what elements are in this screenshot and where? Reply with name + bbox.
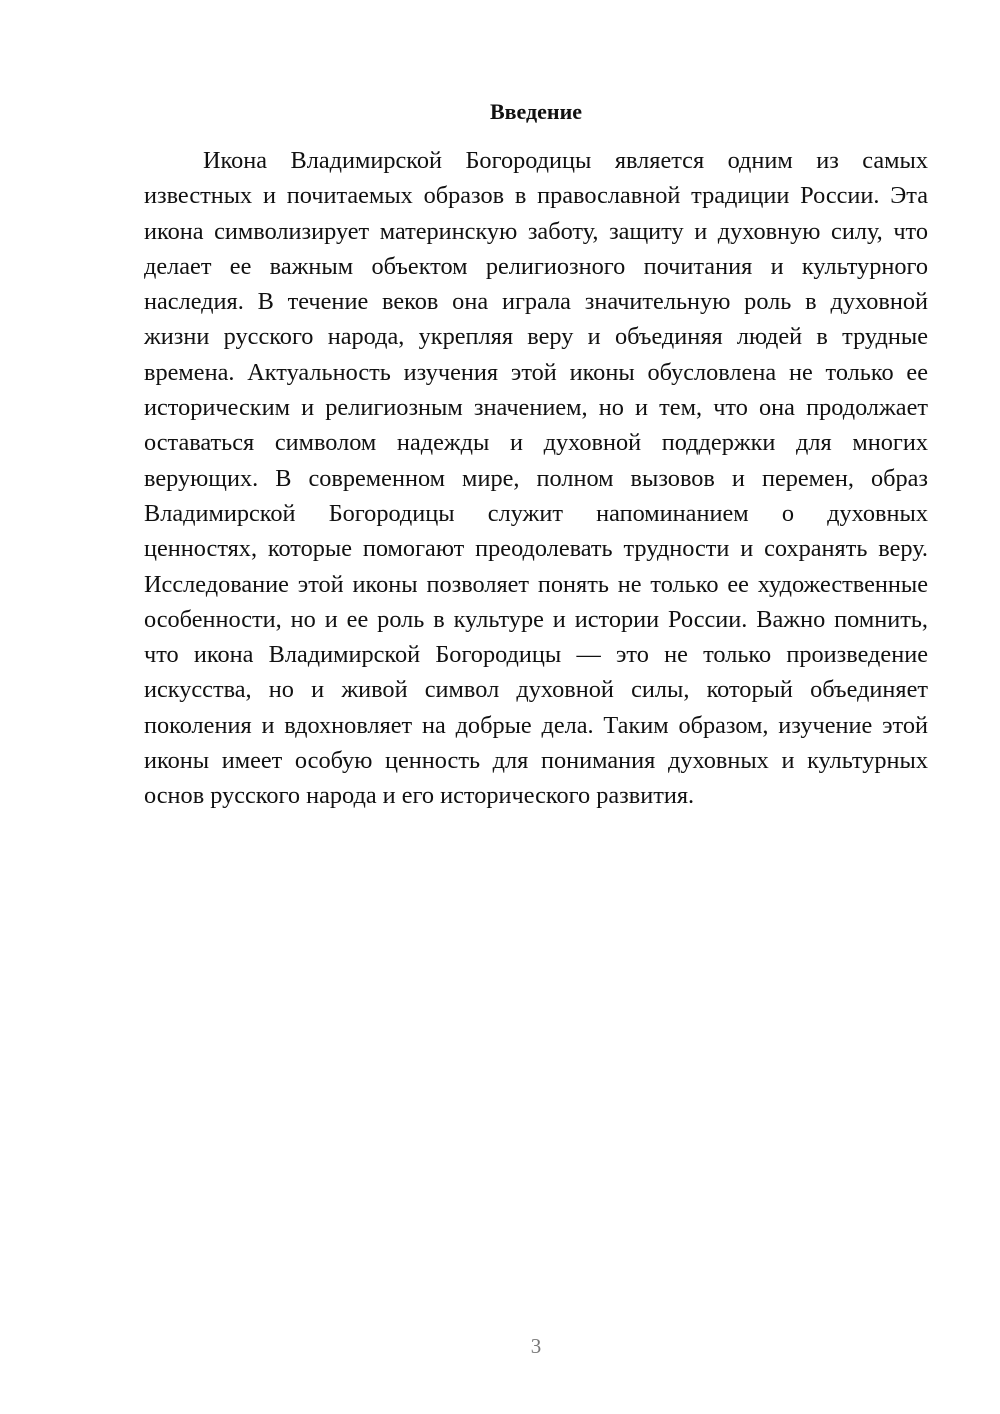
- text-line: жизни русского народа, укрепляя веру и объединяя людей в трудные: [144, 323, 928, 351]
- text-line: оставаться символом надежды и духовной поддержки для многих: [144, 429, 928, 457]
- text-line: известных и почитаемых образов в православной традиции России. Эта: [144, 182, 928, 210]
- text-line: что икона Владимирской Богородицы — это не только произведение: [144, 641, 928, 669]
- text-line: делает ее важным объектом религиозного почитания и культурного: [144, 252, 928, 280]
- text-line: иконы имеет особую ценность для понимания духовных и культурных: [144, 747, 928, 775]
- text-line: Икона Владимирской Богородицы является одним из самых: [203, 147, 928, 174]
- text-line: основ русского народа и его исторического развития.: [144, 782, 695, 810]
- text-line: икона символизирует материнскую заботу, защиту и духовную силу, что: [144, 217, 928, 245]
- text-line: искусства, но и живой символ духовной силы, который объединяет: [144, 676, 928, 704]
- text-line: ценностях, которые помогают преодолевать трудности и сохранять веру.: [144, 535, 928, 563]
- page-number: 3: [530, 1334, 542, 1358]
- text-line: времена. Актуальность изучения этой иконы обусловлена не только ее: [144, 358, 928, 386]
- section-heading: Введение: [489, 99, 583, 124]
- text-line: верующих. В современном мире, полном вызовов и перемен, образ: [144, 464, 928, 492]
- text-line: наследия. В течение веков она играла значительную роль в духовной: [144, 288, 928, 316]
- text-line: Владимирской Богородицы служит напоминанием о духовных: [144, 499, 928, 527]
- text-line: особенности, но и ее роль в культуре и истории России. Важно помнить,: [144, 605, 928, 633]
- text-line: историческим и религиозным значением, но и тем, что она продолжает: [144, 394, 928, 422]
- body-paragraph: [144, 143, 928, 814]
- text-line: поколения и вдохновляет на добрые дела. Таким образом, изучение этой: [144, 711, 928, 739]
- text-line: Исследование этой иконы позволяет понять не только ее художественные: [144, 570, 928, 598]
